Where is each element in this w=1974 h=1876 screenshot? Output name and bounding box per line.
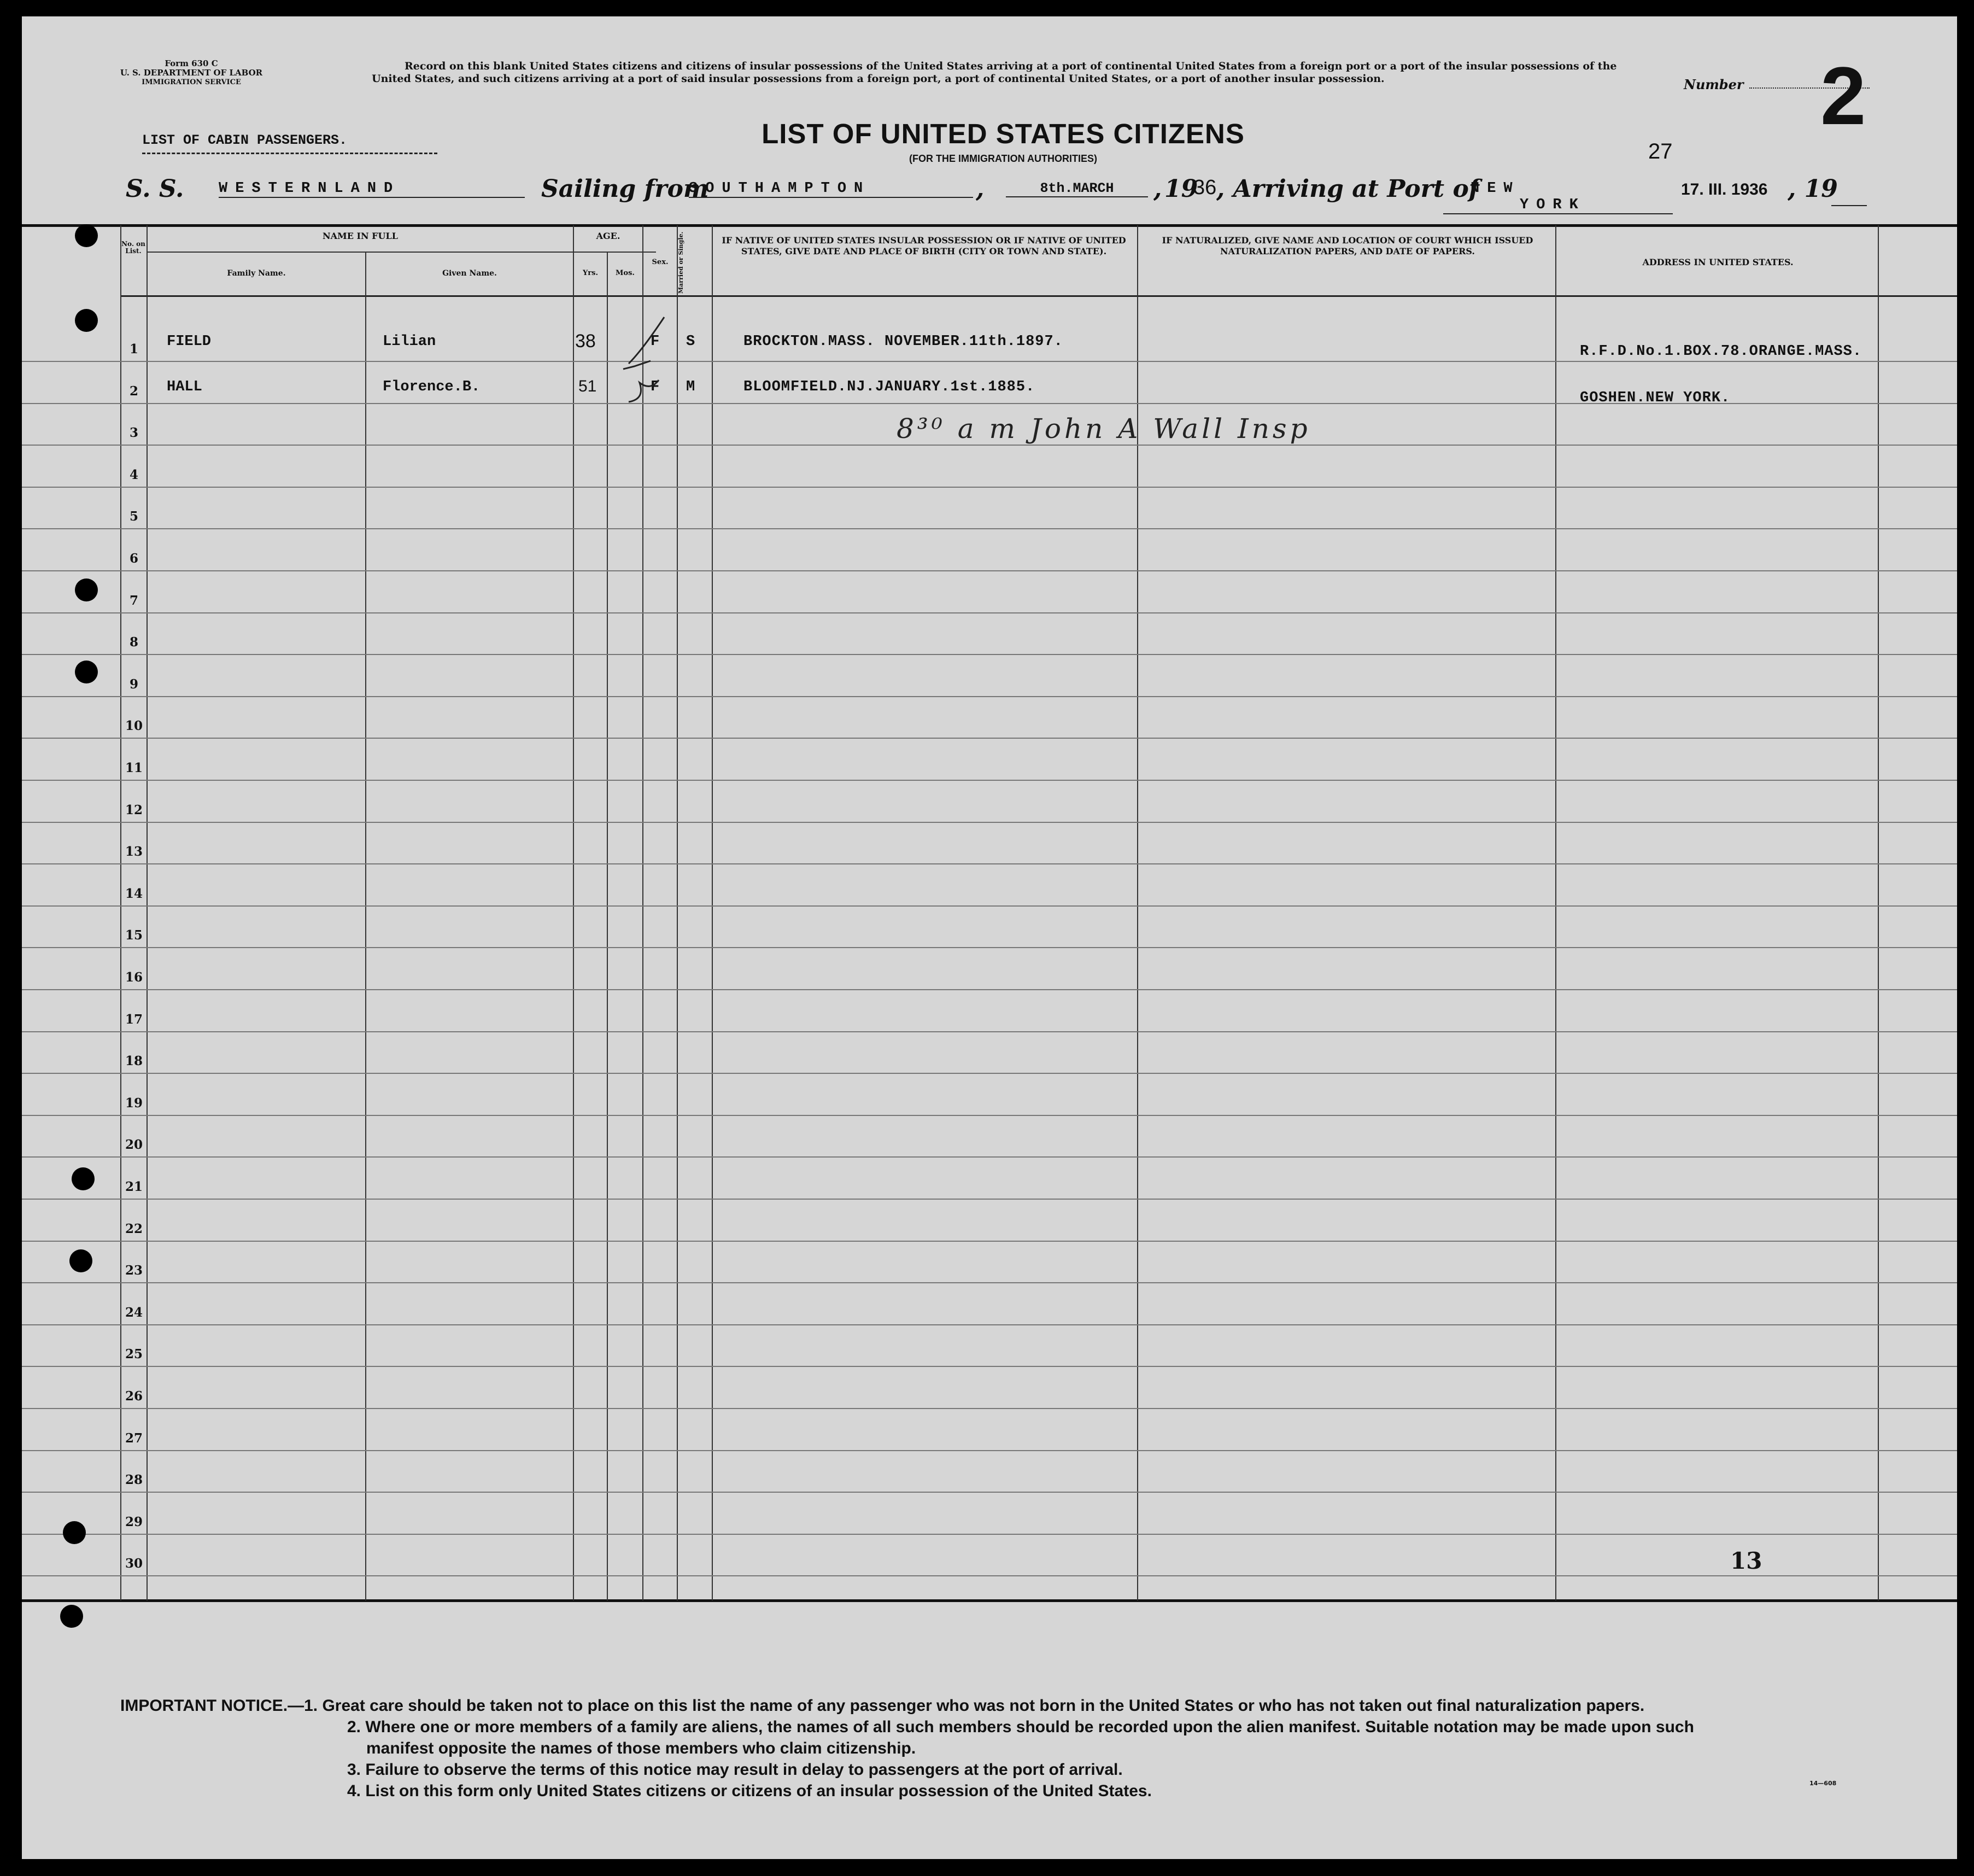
row-number: 6 [129,551,138,566]
row-number: 2 [129,384,138,399]
col-line-end [1878,225,1879,1600]
row-line [22,1199,1957,1200]
header-given-name: Given Name. [442,269,497,278]
from-port: SOUTHAMPTON [689,180,973,198]
row-line [22,1031,1957,1032]
row-line [22,1156,1957,1158]
header-name-in-full: NAME IN FULL [322,231,398,241]
punch-hole [60,1605,83,1628]
row-number: 12 [125,803,143,817]
header-no-on-list: No. on List. [121,240,145,255]
row-line [22,1450,1957,1451]
row-number: 28 [125,1472,143,1487]
row-line [22,361,1957,362]
punch-hole [75,661,98,683]
row-number: 21 [125,1179,143,1194]
row-line [22,445,1957,446]
notice-item-4: 4. List on this form only United States citizens or citizens of an insular possession of the United States. [347,1782,1152,1800]
passenger-1-status: S [686,334,695,350]
row-line [22,1492,1957,1493]
row-number: 10 [125,718,143,733]
row-number: 3 [129,425,138,440]
notice-item-3: 3. Failure to observe the terms of this notice may result in delay to passengers at the port of arrival. [347,1761,1123,1779]
col-line-address [1555,225,1556,1600]
arrival-stamp: 17. III. 1936 [1681,180,1768,198]
row-line [22,1115,1957,1116]
row-number: 15 [125,928,143,943]
row-line [22,528,1957,529]
row-number: 20 [125,1137,143,1152]
row-line [22,1366,1957,1367]
header-naturalized: IF NATURALIZED, GIVE NAME AND LOCATION OF COURT WHICH ISSUED NATURALIZATION PAPERS, AND DATE OF PAPERS. [1162,235,1533,256]
passenger-2-birth: BLOOMFIELD.NJ.JANUARY.1st.1885. [743,379,1035,395]
row-number: 18 [125,1054,143,1068]
header-yrs: Yrs. [583,269,598,277]
punch-hole [63,1521,86,1544]
age-subheader-rule [574,252,656,253]
passenger-1-address: R.F.D.No.1.BOX.78.ORANGE.MASS. [1580,343,1862,360]
row-number: 1 [129,342,138,357]
passenger-1-given: Lilian [383,334,436,350]
row-number: 17 [125,1012,143,1027]
punch-hole [75,224,98,247]
name-subheader-rule [148,252,596,253]
passenger-2-family: HALL [167,379,202,395]
row-line [22,738,1957,739]
passenger-2-yrs: 51 [578,377,597,395]
row-line [22,1324,1957,1325]
row-number: 5 [129,509,138,524]
record-instruction: Record on this blank United States citizens and citizens of insular possessions of the United States arriving at a port of continental United States from a foreign port or a port of the insular possessions of the United States, and such citizens arriving at a port of said insular possessions from a foreign port, a port of continental United States, or a port of another insular possession. [372,60,1617,85]
notice-item-2-cont: manifest opposite the names of those members who claim citizenship. [366,1739,916,1757]
year-blank-line [1831,205,1867,206]
page-mark: 27 [1648,139,1673,163]
sailing-date: 8th.MARCH [1006,180,1148,197]
header-address: ADDRESS IN UNITED STATES. [1642,257,1794,267]
header-age: AGE. [596,231,620,241]
punch-hole [69,1249,92,1272]
header-sex: Sex. [652,258,669,266]
passenger-2-status: M [686,379,695,395]
number-label: Number [1684,77,1744,92]
row-line [22,780,1957,781]
ss-label: S. S. [126,175,184,203]
notice-item-2: 2. Where one or more members of a family are aliens, the names of all such members should be recorded upon the alien manifest. Suitable notation may be made upon such [347,1718,1694,1736]
row-number: 30 [125,1556,143,1571]
passenger-2-given: Florence.B. [383,379,481,395]
year-prefix: 19 [1164,175,1198,203]
punch-hole [75,309,98,332]
handwritten-inspector-note: 8³⁰ a m John A Wall Insp [897,413,1311,445]
col-line-sex [642,225,643,1600]
punch-hole [75,578,98,601]
row-line [22,947,1957,948]
row-line [22,1073,1957,1074]
arriving-label: , Arriving at Port of [1216,175,1479,203]
passenger-1-birth: BROCKTON.MASS. NOVEMBER.11th.1897. [743,334,1063,350]
notice-label: IMPORTANT NOTICE.—1. [120,1697,318,1715]
sailing-label: Sailing from [541,175,709,203]
row-line [22,696,1957,697]
form-header [109,59,273,87]
col-line-yrs [573,225,574,1600]
row-line [22,905,1957,907]
col-line-native [712,225,713,1600]
row-number: 25 [125,1347,143,1361]
service-name: IMMIGRATION SERVICE [142,78,241,86]
page-subtitle: (FOR THE IMMIGRATION AUTHORITIES) [909,153,1097,164]
row-line [22,1534,1957,1535]
department-name: U. S. DEPARTMENT OF LABOR [120,68,263,78]
to-port-b: YORK [1520,197,1586,213]
year-prefix-2: , 19 [1788,175,1838,203]
row-number: 29 [125,1515,143,1529]
form-number: Form 630 C [165,59,218,68]
to-port [1443,180,1673,214]
row-number: 27 [125,1431,143,1446]
row-line [22,863,1957,864]
header-mos: Mos. [616,269,635,277]
manifest-sheet [22,16,1957,1859]
ship-name: WESTERNLAND [219,180,525,198]
row-number: 11 [125,761,143,775]
to-port-a: NEW [1471,180,1520,197]
passenger-1-family: FIELD [167,334,212,350]
col-line-married [677,225,678,1600]
punch-hole [72,1167,95,1190]
table-top-border [22,224,1957,227]
check-marks [618,312,683,405]
row-line [22,487,1957,488]
row-line [22,822,1957,823]
row-number: 19 [125,1096,143,1111]
header-family-name: Family Name. [227,269,286,278]
row-number: 13 [125,844,143,859]
header-bottom-border [120,295,1957,297]
year-suffix: 36 [1193,176,1217,199]
notice-item-1: Great care should be taken not to place on this list the name of any passenger who was not born in the United States or who has not taken out final naturalization papers. [322,1697,1645,1715]
row-number: 9 [129,677,138,692]
row-number: 14 [125,886,143,901]
row-number: 23 [125,1263,143,1278]
row-line [22,1575,1957,1576]
sheet-number: 2 [1820,50,1866,142]
row-line [22,1282,1957,1283]
row-line [22,612,1957,613]
header-married: Married or Single. [677,231,684,294]
header-native: IF NATIVE OF UNITED STATES INSULAR POSSESSION OR IF NATIVE OF UNITED STATES, GIVE DATE AND PLACE OF BIRTH (CITY OR TOWN AND STATE). [722,235,1126,256]
table-bottom-border [22,1599,1957,1602]
list-type-label: LIST OF CABIN PASSENGERS. [142,132,437,154]
row-number: 4 [129,467,138,482]
row-line [22,1408,1957,1409]
row-number: 7 [129,593,138,608]
stamp-number: 13 [1730,1547,1762,1574]
row-number: 22 [125,1222,143,1236]
passenger-1-sex: F [651,334,660,350]
row-number: 16 [125,970,143,985]
print-code: 14—608 [1809,1780,1837,1787]
row-number: 26 [125,1389,143,1404]
row-number: 24 [125,1305,143,1320]
row-line [22,570,1957,571]
row-line [22,654,1957,655]
comma-separator-2: , [1153,175,1162,203]
important-notice [120,1695,1935,1802]
comma-separator: , [976,175,985,203]
page-title: LIST OF UNITED STATES CITIZENS [762,118,1245,149]
passenger-2-sex: F [651,379,660,395]
row-number: 8 [129,635,138,650]
col-line-given [365,252,366,1600]
row-line [22,989,1957,990]
passenger-2-address: GOSHEN.NEW YORK. [1580,390,1731,406]
row-line [22,1241,1957,1242]
passenger-1-yrs: 38 [575,331,596,352]
col-line-mos [607,252,608,1600]
